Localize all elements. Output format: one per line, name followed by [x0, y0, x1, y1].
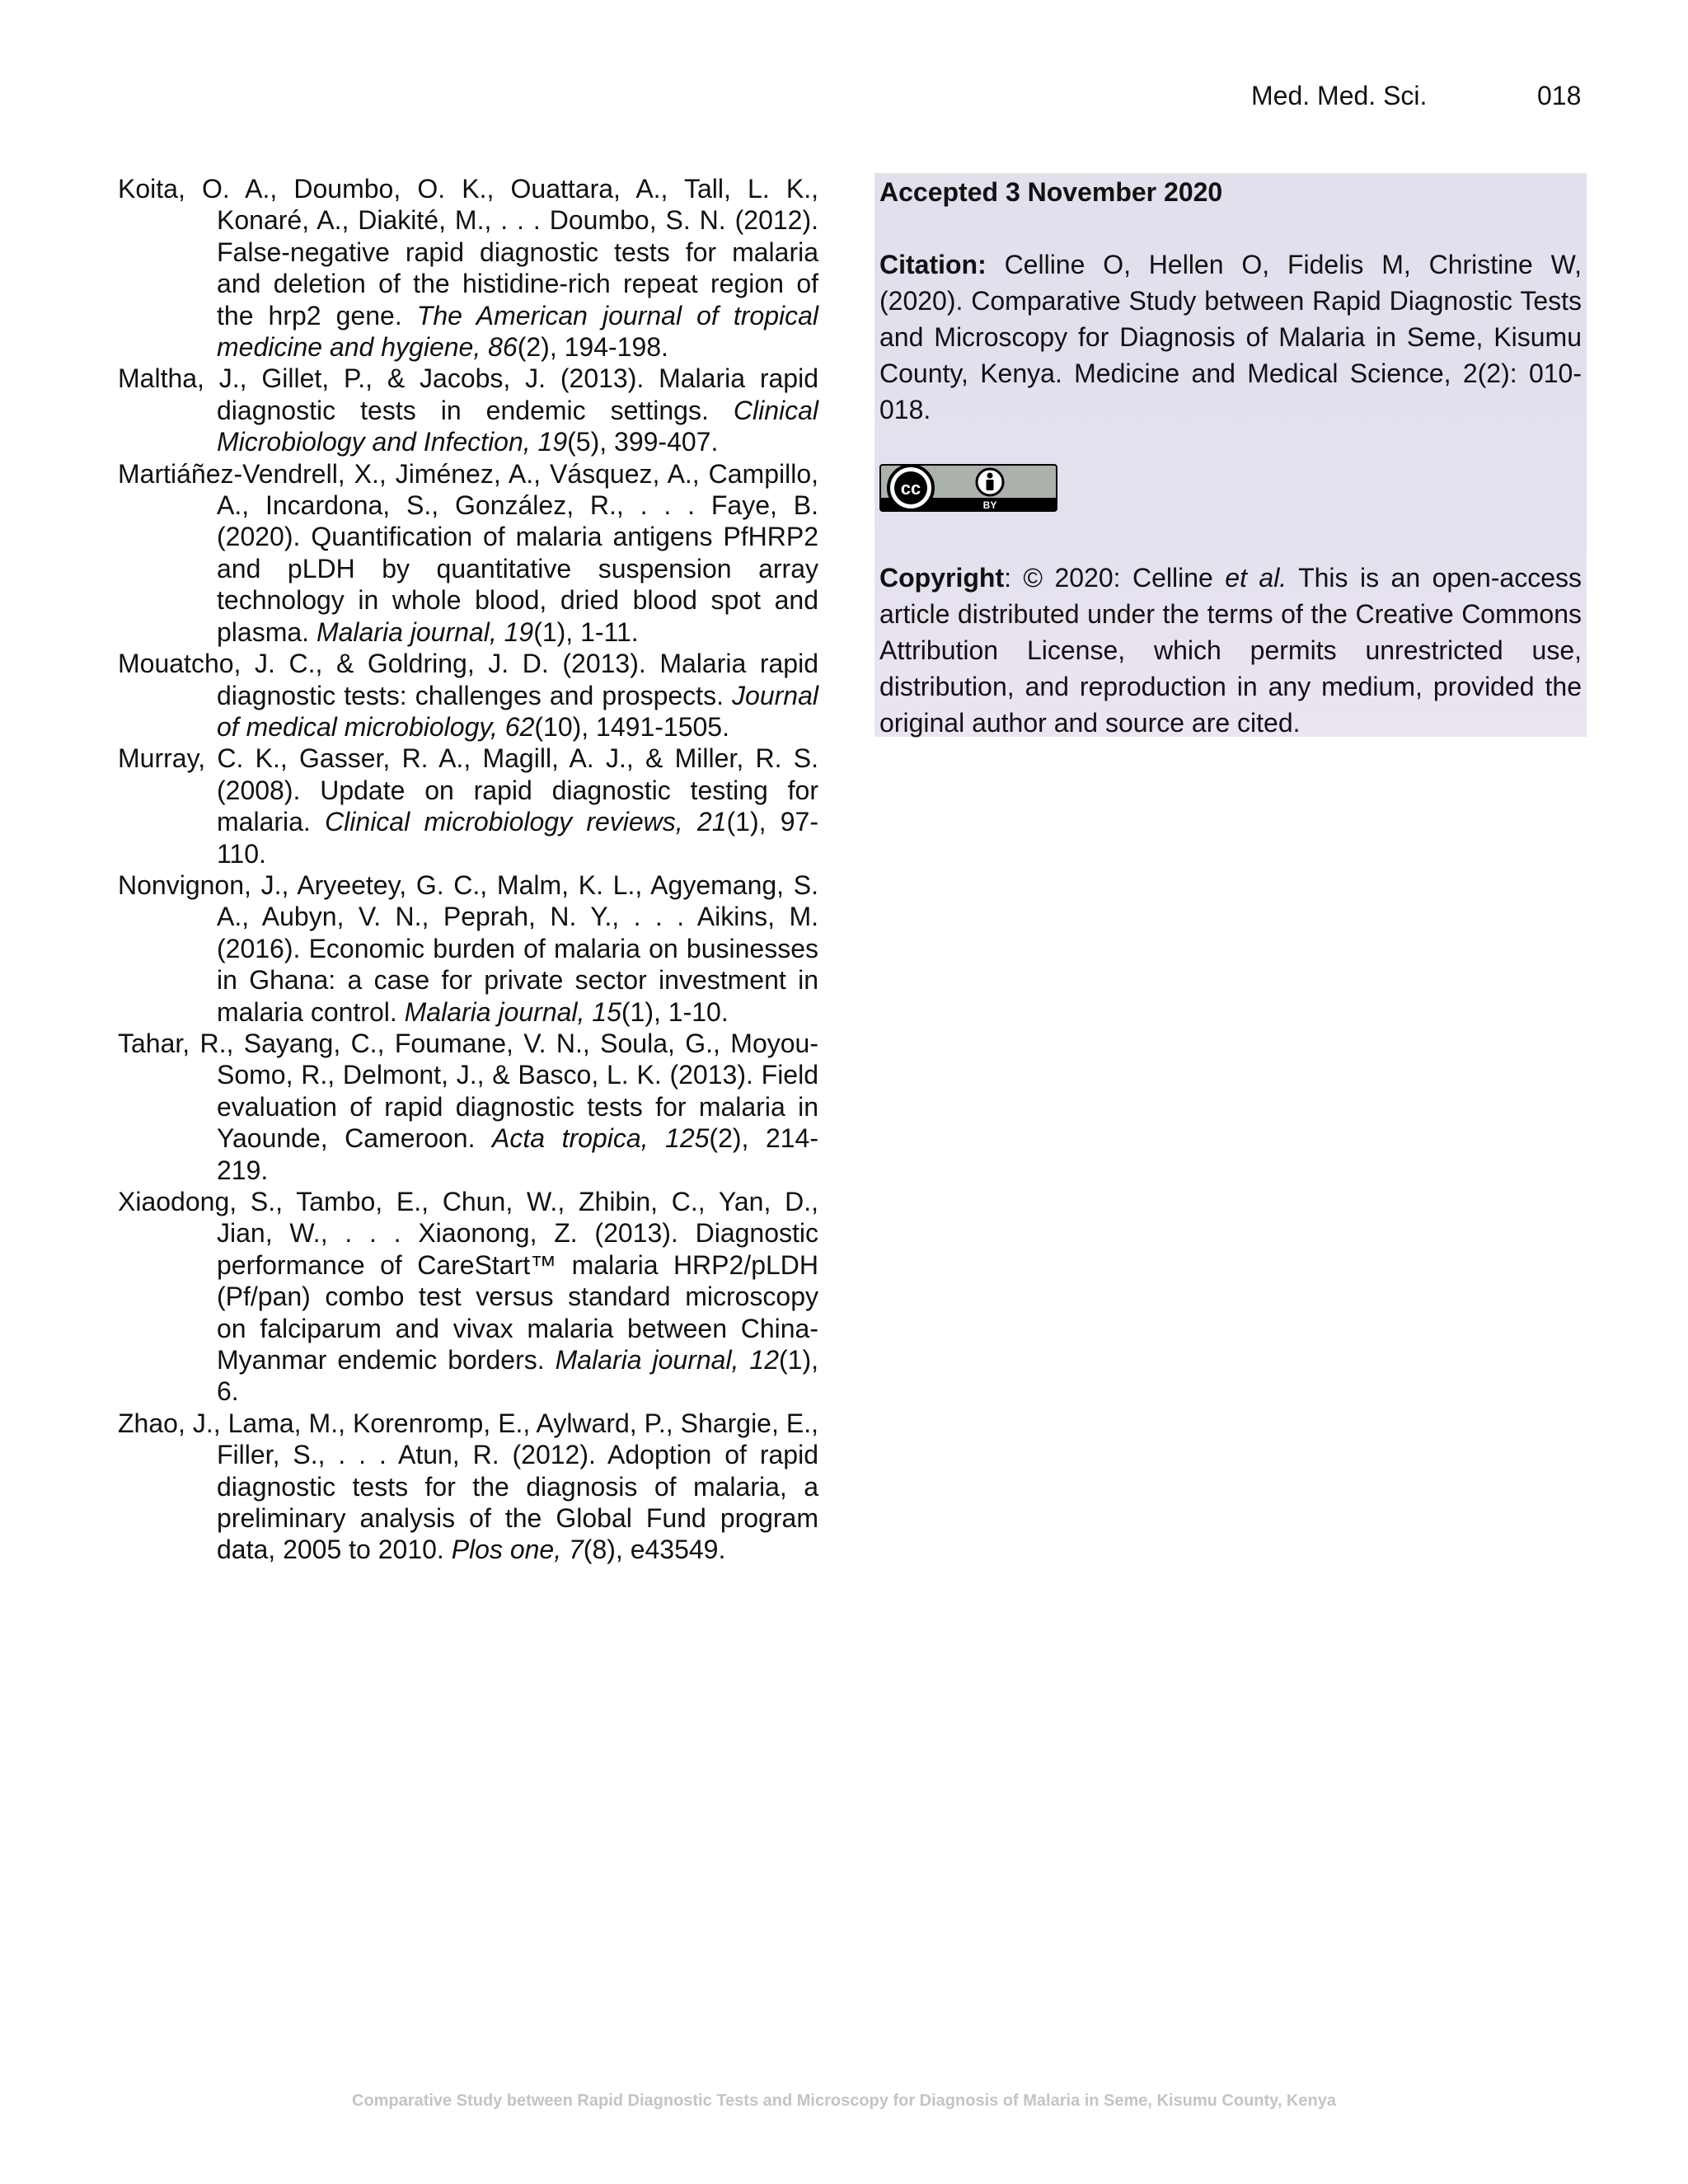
page-number: 018 [1537, 81, 1582, 110]
copyright-label: Copyright [879, 563, 1005, 593]
article-info-box [874, 173, 1587, 737]
license-badge-text: BY [982, 499, 997, 511]
reference-item: Martiáñez-Vendrell, X., Jiménez, A., Vásquez, A., Campillo, A., Incardona, S., González, R., . . . Faye, B. (2020). Quantification of malaria antigens PfHRP2 and pLDH by quantitative suspension array technology in whole blood, dried blood spot and plasma. Malaria journal, 19(1), 1-11. [118, 458, 818, 647]
journal-abbrev: Med. Med. Sci. [1251, 81, 1428, 110]
cc-by-license-icon[interactable] [879, 464, 1057, 512]
reference-list [118, 173, 818, 1566]
accepted-date: Accepted 3 November 2020 [879, 177, 1223, 207]
reference-item: Zhao, J., Lama, M., Korenromp, E., Aylward, P., Shargie, E., Filler, S., . . . Atun, R. (2012). Adoption of rapid diagnostic tests for the diagnosis of malaria, a preliminary analysis of the Global Fund program data, 2005 to 2010. Plos one, 7(8), e43549. [118, 1408, 818, 1565]
copyright-notice: Copyright: © 2020: Celline et al. This is an open-access article distributed under the terms of the Creative Commons Attribution License, which permits unrestricted use, distribution, and reproduction in any medium, provided the original author and source are cited. [879, 563, 1582, 738]
reference-item: Nonvignon, J., Aryeetey, G. C., Malm, K. L., Agyemang, S. A., Aubyn, V. N., Peprah, N. Y., . . . Aikins, M. (2016). Economic burden of malaria on businesses in Ghana: a case for private sector investment in malaria control. Malaria journal, 15(1), 1-10. [118, 869, 818, 1027]
reference-item: Mouatcho, J. C., & Goldring, J. D. (2013). Malaria rapid diagnostic tests: challenges and prospects. Journal of medical microbiology, 62(10), 1491-1505. [118, 649, 818, 742]
citation-text: Celline O, Hellen O, Fidelis M, Christine W, (2020). Comparative Study between Rapid Diagnostic Tests and Microscopy for Diagnosis of Malaria in Seme, Kisumu County, Kenya. Medicine and Medical Science, 2(2): 010-018. [879, 250, 1582, 424]
svg-text:cc: cc [900, 478, 921, 499]
citation [879, 246, 1582, 428]
reference-item: Tahar, R., Sayang, C., Foumane, V. N., Soula, G., Moyou-Somo, R., Delmont, J., & Basco, L. K. (2013). Field evaluation of rapid diagnostic tests for malaria in Yaounde, Cameroon. Acta tropica, 125(2), 214-219. [118, 1028, 818, 1185]
reference-item: Xiaodong, S., Tambo, E., Chun, W., Zhibin, C., Yan, D., Jian, W., . . . Xiaonong, Z. (2013). Diagnostic performance of CareStart™ malaria HRP2/pLDH (Pf/pan) combo test versus standard microscopy on falciparum and vivax malaria between China-Myanmar endemic borders. Malaria journal, 12(1), 6. [118, 1187, 819, 1407]
reference-item: Murray, C. K., Gasser, R. A., Magill, A. J., & Miller, R. S. (2008). Update on rapid diagnostic testing for malaria. Clinical microbiology reviews, 21(1), 97-110. [118, 743, 819, 869]
reference-item: Koita, O. A., Doumbo, O. K., Ouattara, A., Tall, L. K., Konaré, A., Diakité, M., . . . Doumbo, S. N. (2012). False-negative rapid diagnostic tests for malaria and deletion of the histidine-rich repeat region of the hrp2 gene. The American journal of tropical medicine and hygiene, 86(2), 194-198. [118, 174, 819, 363]
reference-item: Maltha, J., Gillet, P., & Jacobs, J. (2013). Malaria rapid diagnostic tests in endemic settings. Clinical Microbiology and Infection, 19(5), 399-407. [118, 363, 818, 457]
running-footer: Comparative Study between Rapid Diagnostic Tests and Microscopy for Diagnosis of Malaria in Seme, Kisumu County, Kenya [352, 2092, 1336, 2110]
citation-label: Citation: [879, 250, 987, 279]
